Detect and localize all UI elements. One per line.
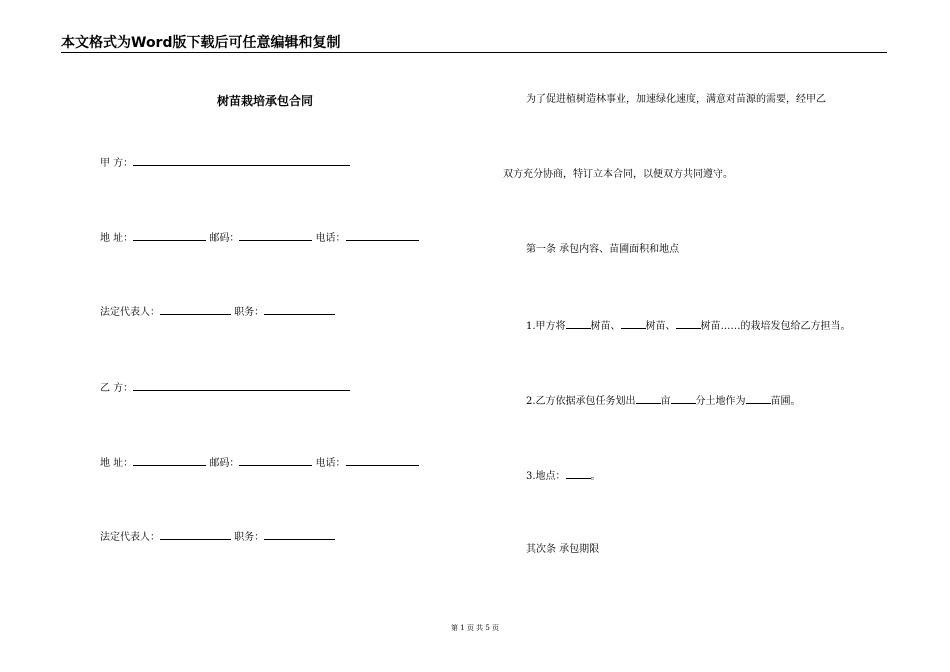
address-line-b <box>100 455 419 471</box>
party-a-line <box>100 155 350 171</box>
area-fen-blank <box>671 393 696 404</box>
clause-text: 。 <box>590 471 601 482</box>
clause-text: 分土地作为 <box>695 396 746 407</box>
tree-type-blank <box>676 318 701 329</box>
clause-text: 2.乙方依据承包任务划出 <box>526 396 636 407</box>
clause-1-3 <box>526 468 601 484</box>
address-blank <box>133 230 206 241</box>
phone-label: 电话： <box>315 458 346 469</box>
representative-line-a <box>100 304 335 320</box>
location-blank <box>566 468 591 479</box>
representative-label: 法定代表人： <box>100 307 160 318</box>
representative-blank <box>160 529 231 540</box>
intro-paragraph-line-2: 双方充分协商，特订立本合同，以便双方共同遵守。 <box>503 169 733 180</box>
clause-text: 树苗、 <box>645 321 676 332</box>
clause-1-1 <box>526 318 851 334</box>
phone-blank <box>346 230 419 241</box>
article-2-heading: 其次条 承包期限 <box>526 544 600 555</box>
tree-type-blank <box>621 318 646 329</box>
intro-paragraph-line-1: 为了促进植树造林事业，加速绿化速度，满意对苗源的需要，经甲乙 <box>526 94 826 105</box>
clause-text: 亩 <box>660 396 671 407</box>
page-number-footer: 第 1 页 共 5 页 <box>450 624 500 632</box>
party-a-label: 甲 方： <box>100 158 134 169</box>
tree-type-blank <box>566 318 591 329</box>
party-b-label: 乙 方： <box>100 383 134 394</box>
clause-1-2 <box>526 393 801 409</box>
address-line-a <box>100 230 419 246</box>
representative-label: 法定代表人： <box>100 532 160 543</box>
area-mu-blank <box>636 393 661 404</box>
party-a-blank <box>133 155 350 166</box>
phone-blank <box>346 455 419 466</box>
position-label: 职务： <box>234 307 265 318</box>
clause-text: 树苗……的栽培发包给乙方担当。 <box>700 321 851 332</box>
postcode-blank <box>239 455 312 466</box>
address-label: 地 址： <box>100 233 134 244</box>
postcode-label: 邮码： <box>209 458 240 469</box>
postcode-blank <box>239 230 312 241</box>
phone-label: 电话： <box>315 233 346 244</box>
party-b-blank <box>133 380 350 391</box>
position-blank <box>264 529 335 540</box>
clause-text: 树苗、 <box>590 321 621 332</box>
postcode-label: 邮码： <box>209 233 240 244</box>
article-1-heading: 第一条 承包内容、苗圃面积和地点 <box>526 244 680 255</box>
document-header-banner: 本文格式为Word版下载后可任意编辑和复制 <box>61 35 341 51</box>
address-blank <box>133 455 206 466</box>
document-title: 树苗栽培承包合同 <box>216 94 313 108</box>
clause-text: 3.地点： <box>526 471 566 482</box>
representative-blank <box>160 304 231 315</box>
clause-text: 苗圃。 <box>770 396 801 407</box>
header-divider <box>61 52 887 53</box>
position-label: 职务： <box>234 532 265 543</box>
party-b-line <box>100 380 350 396</box>
representative-line-b <box>100 529 335 545</box>
position-blank <box>264 304 335 315</box>
clause-text: 1.甲方将 <box>526 321 566 332</box>
nursery-blank <box>746 393 771 404</box>
address-label: 地 址： <box>100 458 134 469</box>
